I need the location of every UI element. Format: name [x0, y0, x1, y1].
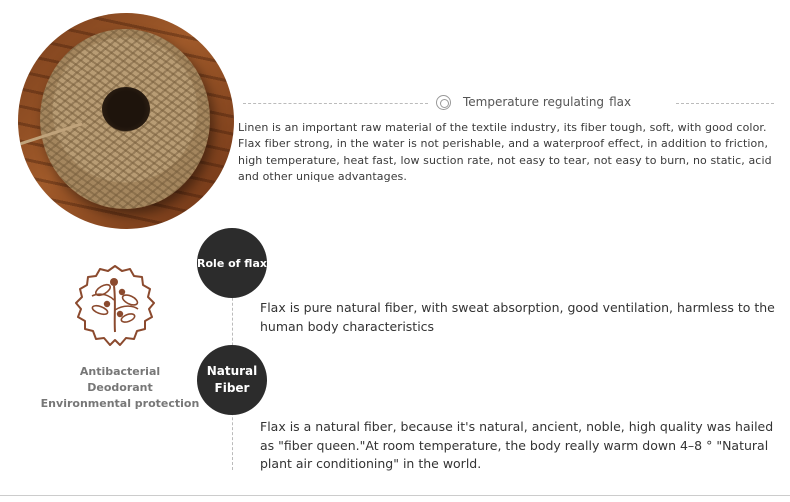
benefit-label-antibacterial: Antibacterial: [79, 365, 161, 378]
twine-ball-photo: [18, 13, 234, 229]
bottom-divider: [0, 495, 790, 496]
flax-plant-stamp-icon: [70, 262, 160, 352]
twine-ball-center: [102, 87, 150, 131]
target-circle-icon: [436, 95, 451, 110]
benefit-labels: [30, 364, 210, 412]
linen-description: Linen is an important raw material of the textile industry, its fiber tough, soft, with good color. Flax fiber strong, in the water is not perishable, and a waterproof effect, in addition to friction, high temperature, heat fast, low suction rate, not easy to tear, not easy to burn, no static, acid and other unique advantages.: [238, 121, 772, 183]
role-of-flax-badge: [197, 228, 267, 298]
role-of-flax-text: Flax is pure natural fiber, with sweat absorption, good ventilation, harmless to the human body characteristics: [260, 300, 775, 334]
twine-ball: [40, 29, 210, 209]
natural-fiber-text: Flax is a natural fiber, because it's natural, ancient, noble, high quality was hailed as "fiber queen."At room temperature, the body really warm down 4–8 ° "Natural plant air conditioning" in the world.: [260, 419, 774, 471]
natural-fiber-badge-line1: Natural: [206, 364, 258, 378]
header-divider-left: [243, 103, 428, 104]
section-title-text: Temperature regulating: [463, 95, 605, 109]
header-divider-right: [676, 103, 774, 104]
role-of-flax-badge-label: Role of flax: [197, 256, 267, 270]
natural-fiber-badge-line2: Fiber: [214, 381, 250, 395]
benefit-label-deodorant: Deodorant: [87, 381, 153, 394]
section-title-suffix: flax: [609, 95, 632, 109]
benefit-label-environmental: Environmental protection: [40, 397, 200, 410]
section-title: [463, 95, 631, 109]
